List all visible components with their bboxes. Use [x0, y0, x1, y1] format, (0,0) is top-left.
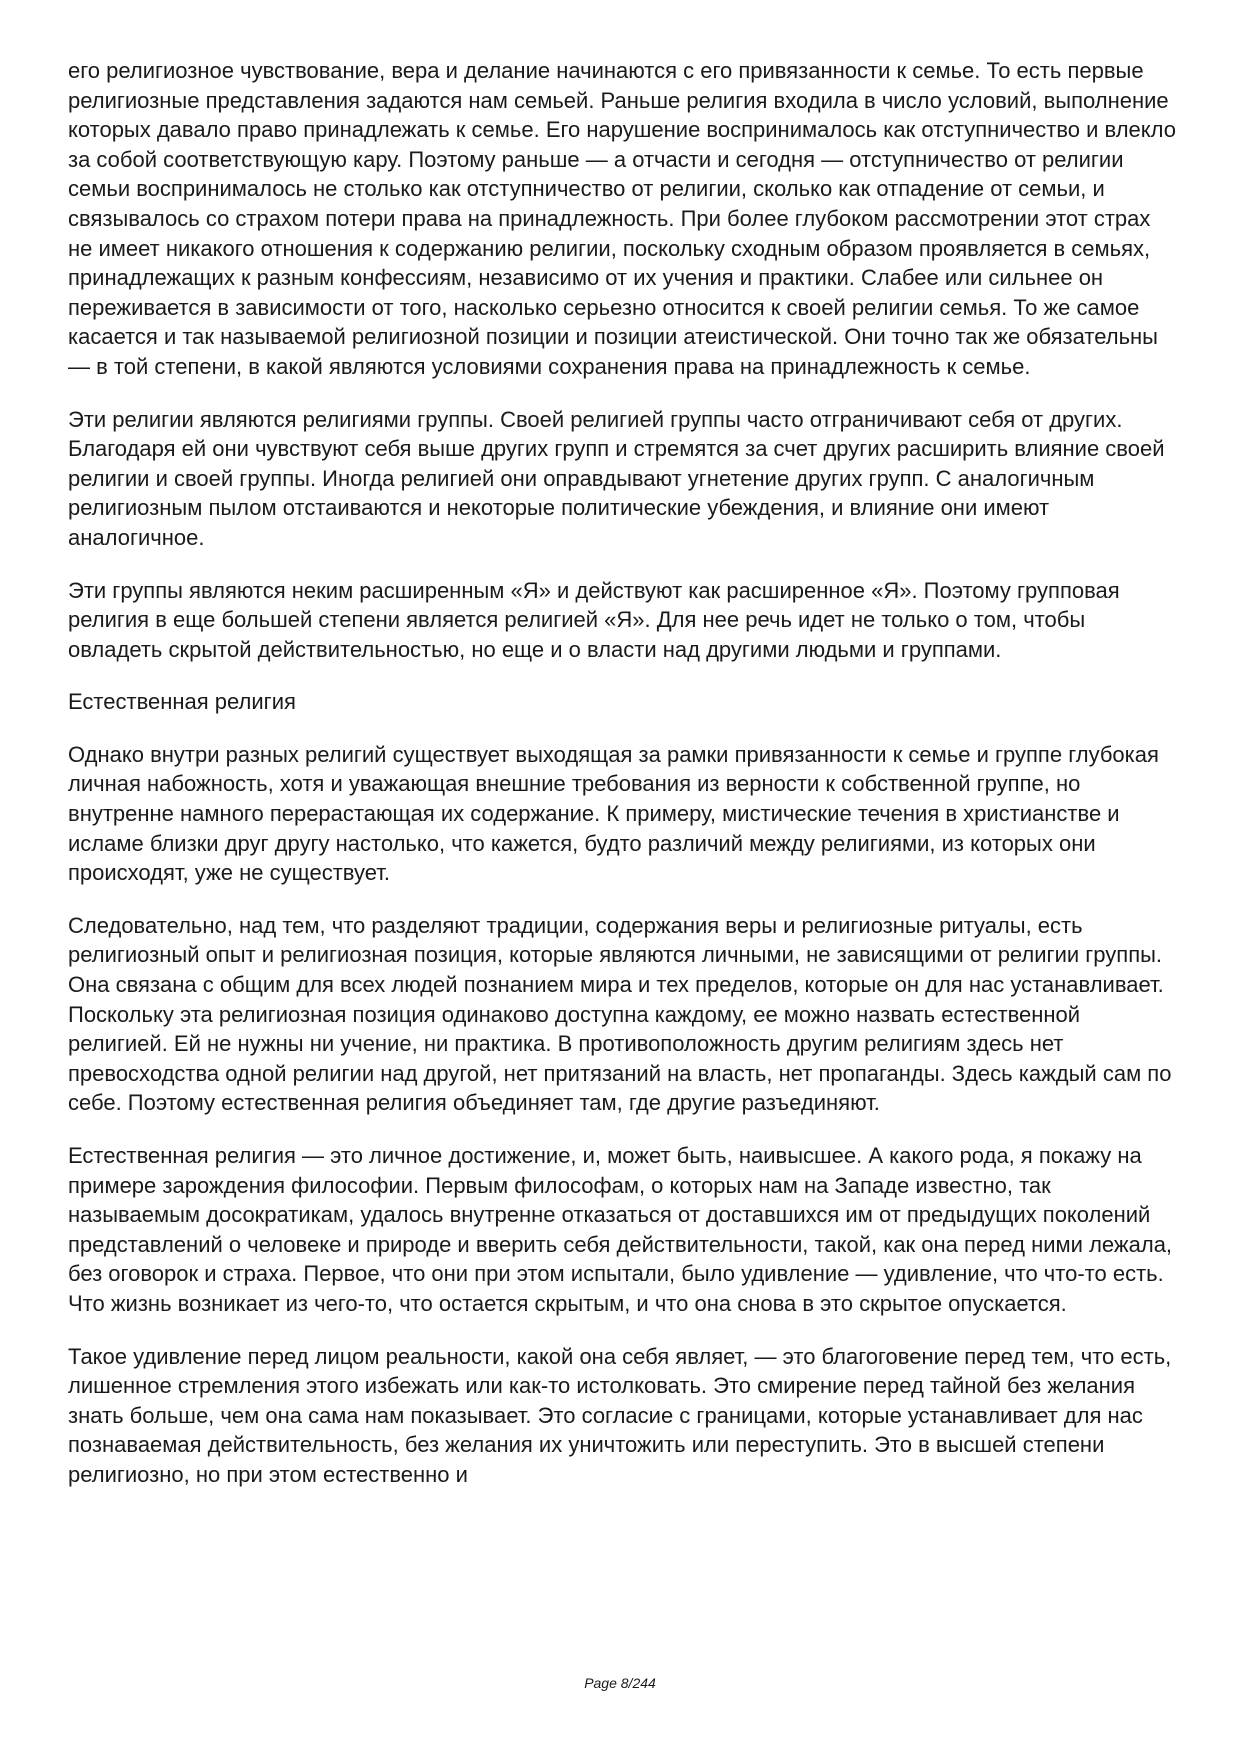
paragraph-2: Эти религии являются религиями группы. Своей религией группы часто отграничивают себя от других. Благодаря ей они чувствуют себя выше других групп и стремятся за счет других расширить влияние своей религии и своей группы. Иногда религией они оправдывают угнетение других групп. С аналогичным религиозным пылом отстаиваются и некоторые политические убеждения, и влияние они имеют аналогичное.: [68, 406, 1165, 550]
paragraph-1: его религиозное чувствование, вера и делание начинаются с его привязанности к семье. То есть первые религиозные представления задаются нам семьей. Раньше религия входила в число условий, выполнение которых давало право принадлежать к семье. Его нарушение воспринималось как отступничество и влекло за собой соответствующую кару. Поэтому раньше — а отчасти и сегодня — отступничество от религии семьи воспринималось не столько как отступничество от религии, сколько как отпадение от семьи, и связывалось со страхом потери права на принадлежность. При более глубоком рассмотрении этот страх не имеет никакого отношения к содержанию религии, поскольку сходным образом проявляется в семьях, принадлежащих к разным конфессиям, независимо от их учения и практики. Слабее или сильнее он переживается в зависимости от того, насколько серьезно относится к своей религии семья. То же самое касается и так называемой религиозной позиции и позиции атеистической. Они точно так же обязательны — в той степени, в какой являются условиями сохранения права на принадлежность к семье.: [68, 58, 1176, 379]
page-number: Page 8/244: [584, 1675, 656, 1691]
section-heading: Естественная религия: [68, 689, 296, 715]
paragraph-7: Такое удивление перед лицом реальности, какой она себя являет, — это благоговение перед тем, что есть, лишенное стремления этого избежать или как-то истолковать. Это смирение перед тайной без желания знать больше, чем она сама нам показывает. Это согласие с границами, которые устанавливает для нас познаваемая действительность, без желания их уничтожить или переступить. Это в высшей степени религиозно, но при этом естественно и: [68, 1343, 1172, 1487]
paragraph-6: Естественная религия — это личное достижение, и, может быть, наивысшее. А какого рода, я покажу на примере зарождения философии. Первым философам, о которых нам на Западе известно, так называемым досократикам, удалось внутренне отказаться от доставшихся им от предыдущих поколений представлений о человеке и природе и вверить себя действительности, такой, как она перед ними лежала, без оговорок и страха. Первое, что они при этом испытали, было удивление — удивление, что что-то есть. Что жизнь возникает из чего-то, что остается скрытым, и что она снова в это скрытое опускается.: [68, 1143, 1173, 1316]
document-body: [68, 56, 1178, 1513]
paragraph-5: Следовательно, над тем, что разделяют традиции, содержания веры и религиозные ритуалы, есть религиозный опыт и религиозная позиция, которые являются личными, не зависящими от религии группы. Она связана с общим для всех людей познанием мира и тех пределов, которые он для нас устанавливает. Поскольку эта религиозная позиция одинаково доступна каждому, ее можно назвать естественной религией. Ей не нужны ни учение, ни практика. В противоположность другим религиям здесь нет превосходства одной религии над другой, нет притязаний на власть, нет пропаганды. Здесь каждый сам по себе. Поэтому естественная религия объединяет там, где другие разъединяют.: [68, 912, 1172, 1116]
paragraph-3: Эти группы являются неким расширенным «Я» и действуют как расширенное «Я». Поэтому групповая религия в еще большей степени является религией «Я». Для нее речь идет не только о том, чтобы овладеть скрытой действительностью, но еще и о власти над другими людьми и группами.: [68, 577, 1120, 662]
paragraph-4: Однако внутри разных религий существует выходящая за рамки привязанности к семье и группе глубокая личная набожность, хотя и уважающая внешние требования из верности к собственной группе, но внутренне намного перерастающая их содержание. К примеру, мистические течения в христианстве и исламе близки друг другу настолько, что кажется, будто различий между религиями, из которых они происходят, уже не существует.: [68, 741, 1159, 886]
